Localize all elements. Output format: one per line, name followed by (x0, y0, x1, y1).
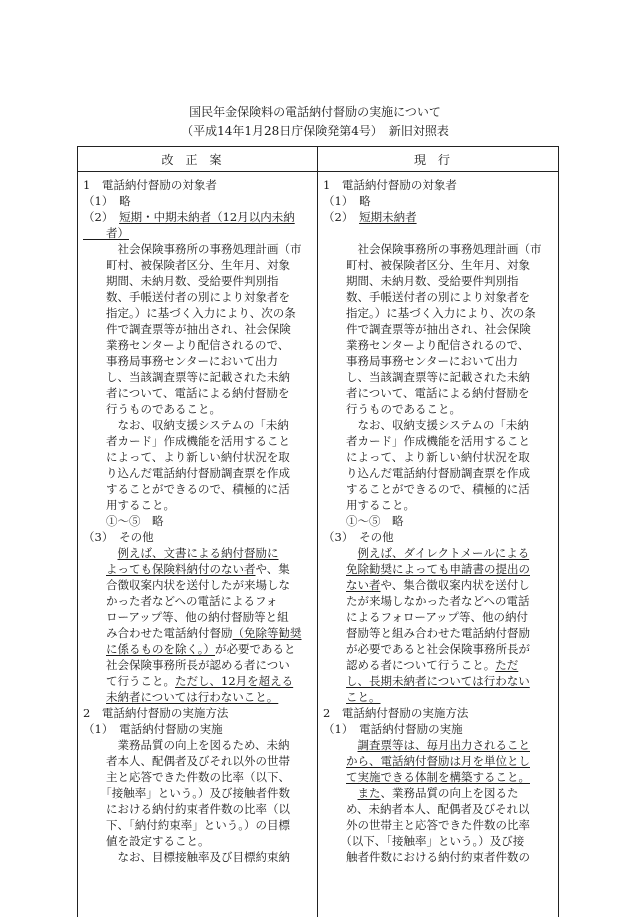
document-subtitle: （平成14年1月28日庁保険発第4号） 新旧対照表 (181, 124, 449, 138)
text-segment: 期間、未納月数、受給要件判別指 (83, 274, 279, 288)
column-divider (317, 147, 318, 917)
amended-text: また (357, 786, 381, 800)
text-segment: や、集合徴収案内状を送付し (380, 578, 530, 592)
text-segment: （2） (83, 210, 120, 224)
right-text-line (323, 689, 553, 705)
text-segment: （1） 電話納付督励の実施 (323, 722, 463, 736)
amended-text: ただ (495, 658, 519, 672)
left-text-line (83, 689, 313, 705)
right-text-line (323, 545, 553, 561)
right-text-line (323, 673, 553, 689)
text-segment (323, 786, 358, 800)
amended-text: 調査票等は、毎月出力されること (357, 738, 530, 752)
text-segment: 社会保険事務所の事務処理計画（市 (83, 242, 302, 256)
text-segment: かった者などへの電話によるフォ (83, 594, 278, 608)
text-segment: によって、より新しい納付状況を取 (323, 450, 530, 464)
text-segment (83, 546, 118, 560)
left-text-line (83, 177, 313, 193)
text-segment: 行うものであること。 (323, 402, 461, 416)
text-segment: 触者件数における納付約束者件数の (323, 850, 530, 864)
left-text-line (83, 561, 313, 577)
amended-text: 例えば、文書による納付督励に (117, 546, 279, 560)
text-segment: 用すること。 (323, 498, 415, 512)
amended-text: し、長期未納者については行わない (346, 674, 530, 688)
text-segment (83, 690, 106, 704)
left-text-line (83, 769, 313, 785)
text-segment: 社会保険事務所長が認める者につい (83, 658, 290, 672)
left-text-line (83, 257, 313, 273)
text-segment: 主と応答できた件数の比率（以下、 (83, 770, 290, 784)
right-text-line (323, 273, 553, 289)
text-segment: 用すること。 (83, 498, 175, 512)
text-segment: 事務局事務センターにおいて出力 (323, 354, 519, 368)
left-text-line (83, 449, 313, 465)
text-segment: なお、収納支援システムの「未納 (83, 418, 289, 432)
right-text-line (323, 337, 553, 353)
header-divider (78, 171, 558, 172)
right-text-line (323, 257, 553, 273)
text-segment (323, 754, 346, 768)
left-text-line (83, 321, 313, 337)
left-text-line (83, 641, 313, 657)
text-segment: （1） 略 (323, 194, 371, 208)
text-segment: 値を設定すること。 (83, 834, 210, 848)
text-segment: 事務局事務センターにおいて出力 (83, 354, 279, 368)
right-text-line (323, 305, 553, 321)
text-segment: なお、目標接触率及び目標約束納 (83, 850, 290, 864)
amended-text: 者） (83, 226, 129, 240)
text-segment: 者本人、配偶者及びそれ以外の世帯 (83, 754, 290, 768)
text-segment: 業務センターより配信されるので、 (83, 338, 290, 352)
right-text-line (323, 481, 553, 497)
left-text-line (83, 673, 313, 689)
text-segment: て行うこと。 (83, 674, 175, 688)
right-text-line (323, 225, 553, 241)
left-text-line (83, 849, 313, 865)
right-text-line (323, 401, 553, 417)
right-text-line (323, 657, 553, 673)
left-text-line (83, 369, 313, 385)
text-segment: 認める者について行うこと。 (323, 658, 496, 672)
text-segment: し、当該調査票等に記載された未納 (83, 370, 290, 384)
right-text-line (323, 721, 553, 737)
left-text-line (83, 721, 313, 737)
right-text-line (323, 433, 553, 449)
right-text-line (323, 641, 553, 657)
text-segment: や、集 (255, 562, 290, 576)
text-segment: 、業務品質の向上を図るた (380, 786, 519, 800)
right-text-line (323, 849, 553, 865)
text-segment: （3） その他 (323, 530, 394, 544)
left-text-line (83, 401, 313, 417)
text-segment: 社会保険事務所の事務処理計画（市 (323, 242, 542, 256)
text-segment: 1 電話納付督励の対象者 (83, 178, 217, 192)
text-segment: り込んだ電話納付督励調査票を作成 (83, 466, 290, 480)
text-segment (323, 546, 358, 560)
right-text-line (323, 577, 553, 593)
left-text-line (83, 353, 313, 369)
right-text-line (323, 417, 553, 433)
right-text-line (323, 497, 553, 513)
left-text-line (83, 497, 313, 513)
left-text-line (83, 273, 313, 289)
text-segment: み合わせた電話納付督励 (83, 626, 233, 640)
text-segment: によって、より新しい納付状況を取 (83, 450, 290, 464)
text-segment: 業務センターより配信されるので、 (323, 338, 530, 352)
header-proposed: 改正案 (161, 153, 234, 167)
text-segment (323, 738, 358, 752)
text-segment: め、未納者本人、配偶者及びそれ以 (323, 802, 530, 816)
left-text-line (83, 529, 313, 545)
right-text-line (323, 561, 553, 577)
right-text-line (323, 625, 553, 641)
left-text-line (83, 193, 313, 209)
text-segment: 数、手帳送付者の別により対象者を (83, 290, 290, 304)
comparison-table (77, 146, 559, 917)
left-text-line (83, 785, 313, 801)
amended-text: ただし、12月を超える (175, 674, 294, 688)
text-segment: （以下、「接触率」という。）及び接 (323, 834, 525, 848)
right-text-line (323, 353, 553, 369)
text-segment: ①～⑤ 略 (83, 514, 164, 528)
amended-text: から、電話納付督励は月を単位とし (346, 754, 530, 768)
amended-text: 短期・中期未納者（12月以内未納 (119, 210, 295, 224)
amended-text: （免除等勧奨 (232, 626, 302, 640)
text-segment: 指定。）に基づく入力により、次の条 (83, 306, 296, 320)
right-text-line (323, 385, 553, 401)
amended-text: 例えば、ダイレクトメールによる (357, 546, 530, 560)
text-segment: ローアップ等、他の納付督励等と組 (83, 610, 289, 624)
text-segment: （3） その他 (83, 530, 154, 544)
text-segment: 合徴収案内状を送付したが来場しな (83, 578, 290, 592)
text-segment: 行うものであること。 (83, 402, 221, 416)
text-segment: 者カード」作成機能を活用すること (83, 434, 290, 448)
right-text-line (323, 753, 553, 769)
document-title: 国民年金保険料の電話納付督励の実施について (189, 105, 441, 119)
left-text-line (83, 289, 313, 305)
text-segment (323, 578, 346, 592)
text-segment: なお、収納支援システムの「未納 (323, 418, 529, 432)
text-segment: り込んだ電話納付督励調査票を作成 (323, 466, 530, 480)
left-text-line (83, 625, 313, 641)
text-segment: 者カード」作成機能を活用すること (323, 434, 530, 448)
right-text-line (323, 817, 553, 833)
left-text-line (83, 833, 313, 849)
right-text-line (323, 529, 553, 545)
text-segment: 2 電話納付督励の実施方法 (323, 706, 469, 720)
right-text-line (323, 769, 553, 785)
left-text-line (83, 817, 313, 833)
right-text-line (323, 193, 553, 209)
text-segment: し、当該調査票等に記載された未納 (323, 370, 530, 384)
text-segment (323, 770, 346, 784)
left-text-line (83, 241, 313, 257)
text-segment: 者について、電話による納付督励を (83, 386, 290, 400)
text-segment: することができるので、積極的に活 (83, 482, 290, 496)
right-text-line (323, 833, 553, 849)
right-text-line (323, 609, 553, 625)
left-text-line (83, 465, 313, 481)
left-text-line (83, 305, 313, 321)
text-segment: 町村、被保険者区分、生年月、対象 (83, 258, 290, 272)
text-segment: における納付約束者件数の比率（以 (83, 802, 290, 816)
text-segment: 期間、未納月数、受給要件判別指 (323, 274, 519, 288)
right-text-line (323, 177, 553, 193)
left-text-line (83, 577, 313, 593)
text-segment: が必要であると社会保険事務所長が (323, 642, 530, 656)
left-text-line (83, 481, 313, 497)
text-segment (323, 674, 346, 688)
right-text-line (323, 241, 553, 257)
text-segment: 件で調査票等が抽出され、社会保険 (323, 322, 531, 336)
left-text-line (83, 209, 313, 225)
text-segment: が必要であると (215, 642, 296, 656)
left-text-line (83, 705, 313, 721)
amended-text: 免除勧奨によっても申請書の提出の (346, 562, 530, 576)
right-text-line (323, 737, 553, 753)
text-segment: 督励等と組み合わせた電話納付督励 (323, 626, 530, 640)
text-segment: （1） 略 (83, 194, 131, 208)
left-text-line (83, 225, 313, 241)
text-segment: 1 電話納付督励の対象者 (323, 178, 457, 192)
text-segment: 町村、被保険者区分、生年月、対象 (323, 258, 530, 272)
current-column (323, 177, 553, 865)
amended-text: 短期未納者 (359, 210, 417, 224)
text-segment: （1） 電話納付督励の実施 (83, 722, 223, 736)
right-text-line (323, 369, 553, 385)
text-segment: 数、手帳送付者の別により対象者を (323, 290, 530, 304)
right-text-line (323, 321, 553, 337)
left-text-line (83, 657, 313, 673)
right-text-line (323, 449, 553, 465)
text-segment: することができるので、積極的に活 (323, 482, 530, 496)
amended-text: て実施できる体制を構築すること。 (346, 770, 530, 784)
text-segment (323, 562, 346, 576)
left-text-line (83, 513, 313, 529)
left-text-line (83, 737, 313, 753)
text-segment (83, 562, 106, 576)
right-text-line (323, 465, 553, 481)
left-text-line (83, 753, 313, 769)
amended-text: 未納者については行わないこと。 (106, 690, 279, 704)
text-segment (323, 690, 346, 704)
text-segment: ①～⑤ 略 (323, 514, 404, 528)
right-text-line (323, 705, 553, 721)
text-segment: 業務品質の向上を図るため、未納 (83, 738, 290, 752)
left-text-line (83, 609, 313, 625)
left-text-line (83, 417, 313, 433)
left-text-line (83, 433, 313, 449)
text-segment: 下、「納付約束率」という。）の目標 (83, 818, 290, 832)
text-segment: 者について、電話による納付督励を (323, 386, 530, 400)
right-text-line (323, 513, 553, 529)
left-text-line (83, 385, 313, 401)
amended-text: に係るものを除く。） (106, 642, 216, 656)
proposed-column (83, 177, 313, 865)
text-segment: たが来場しなかった者などへの電話 (323, 594, 530, 608)
text-segment: 2 電話納付督励の実施方法 (83, 706, 229, 720)
text-segment: 「接触率」という。）及び接触者件数 (83, 786, 290, 800)
text-segment: 外の世帯主と応答できた件数の比率 (323, 818, 530, 832)
right-text-line (323, 289, 553, 305)
header-current: 現行 (413, 153, 462, 167)
right-text-line (323, 209, 553, 225)
text-segment: によるフォローアップ等、他の納付 (323, 610, 529, 624)
amended-text: ない者 (346, 578, 381, 592)
right-text-line (323, 801, 553, 817)
left-text-line (83, 545, 313, 561)
right-text-line (323, 593, 553, 609)
left-text-line (83, 593, 313, 609)
amended-text: よっても保険料納付のない者 (106, 562, 256, 576)
left-text-line (83, 337, 313, 353)
text-segment: （2） (323, 210, 360, 224)
right-text-line (323, 785, 553, 801)
amended-text: こと。 (346, 690, 381, 704)
text-segment: 指定。）に基づく入力により、次の条 (323, 306, 536, 320)
text-segment: 件で調査票等が抽出され、社会保険 (83, 322, 291, 336)
left-text-line (83, 801, 313, 817)
text-segment (83, 642, 106, 656)
